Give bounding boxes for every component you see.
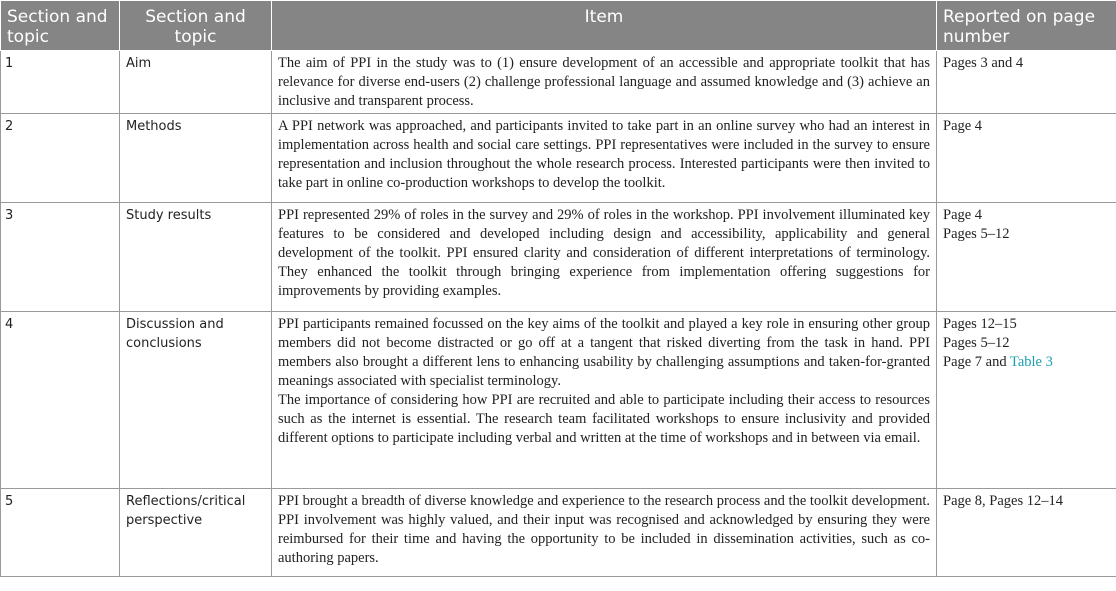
section-topic: Discussion and conclusions: [120, 312, 272, 489]
section-number: 2: [1, 114, 120, 203]
page-line: [943, 353, 1110, 372]
table-3-link[interactable]: Table 3: [1010, 354, 1053, 370]
item-paragraph: The aim of PPI in the study was to (1) ensure development of an accessible and appropriate toolkit that has relevance for diverse end-users (2) challenge professional language and assumed knowledge and (3) achieve an inclusive and transparent process.: [278, 55, 930, 109]
section-number: 1: [1, 51, 120, 114]
page-line-prefix: Page 7 and: [943, 354, 1010, 370]
item-paragraph: PPI represented 29% of roles in the survey and 29% of roles in the workshop. PPI involvement illuminated key features to be considered and developed including design and accessibility, applicability and general development of the toolkit. PPI ensured clarity and consideration of different interpretations of terminology. They enhanced the toolkit through bringing experience from implementation offering suggestions for improvements by providing examples.: [278, 207, 930, 299]
item-paragraph: The importance of considering how PPI are recruited and able to participate including their access to resources such as the internet is essential. The research team facilitated workshops to ensure inclusivity and provided different options to participate including verbal and written at the time of workshops and in between via email.: [278, 392, 930, 446]
page-reference: [937, 203, 1116, 312]
item-paragraph: PPI brought a breadth of diverse knowledge and experience to the research process and the toolkit development. PPI involvement was highly valued, and their input was recognised and acknowledged by ensuring they were reimbursed for their time and having the opportunity to be included in dissemination activities, such as co-authoring papers.: [278, 493, 930, 566]
item-paragraph: PPI participants remained focussed on the key aims of the toolkit and played a key role in ensuring other group members did not become distracted or go off at a tangent that risked diverting from the task in hand. PPI members also brought a different lens to enhancing usability by challenging assumptions and taken-for-granted meanings associated with specialist terminology.: [278, 316, 930, 389]
header-row: [1, 1, 1116, 51]
table-row: [1, 114, 1116, 203]
page-reference: [937, 312, 1116, 489]
header-item: Item: [272, 1, 937, 51]
section-topic: Aim: [120, 51, 272, 114]
header-section-and-topic-1: Section and topic: [1, 1, 120, 51]
table-row: [1, 489, 1116, 577]
item-paragraph: A PPI network was approached, and participants invited to take part in an online survey who had an interest in implementation across health and social care settings. PPI representatives were included in the survey to ensure representation and inclusion throughout the whole research process. Interested participants were then invited to take part in online co-production workshops to develop the toolkit.: [278, 118, 930, 191]
item-text: [272, 51, 937, 114]
table-header: [1, 1, 1116, 51]
section-topic: Methods: [120, 114, 272, 203]
page-reference: [937, 489, 1116, 577]
header-section-and-topic-2: Section and topic: [120, 1, 272, 51]
item-text: [272, 203, 937, 312]
table-body: [1, 51, 1116, 577]
page-line: Pages 3 and 4: [943, 55, 1024, 71]
page-reference: [937, 114, 1116, 203]
table-row: [1, 203, 1116, 312]
table-row: [1, 312, 1116, 489]
item-text: [272, 489, 937, 577]
header-reported-on-page: Reported on page number: [937, 1, 1116, 51]
page-line: Page 8, Pages 12–14: [943, 493, 1064, 509]
table-row: [1, 51, 1116, 114]
item-text: [272, 312, 937, 489]
page-line: Pages 12–15: [943, 316, 1017, 332]
section-number: 5: [1, 489, 120, 577]
page-reference: [937, 51, 1116, 114]
item-text: [272, 114, 937, 203]
page-line: Pages 5–12: [943, 335, 1010, 351]
section-number: 3: [1, 203, 120, 312]
page-line: Page 4: [943, 207, 983, 223]
section-topic: Study results: [120, 203, 272, 312]
page-line: Pages 5–12: [943, 226, 1010, 242]
section-number: 4: [1, 312, 120, 489]
page-line: Page 4: [943, 118, 983, 134]
section-topic: Reflections/critical perspective: [120, 489, 272, 577]
